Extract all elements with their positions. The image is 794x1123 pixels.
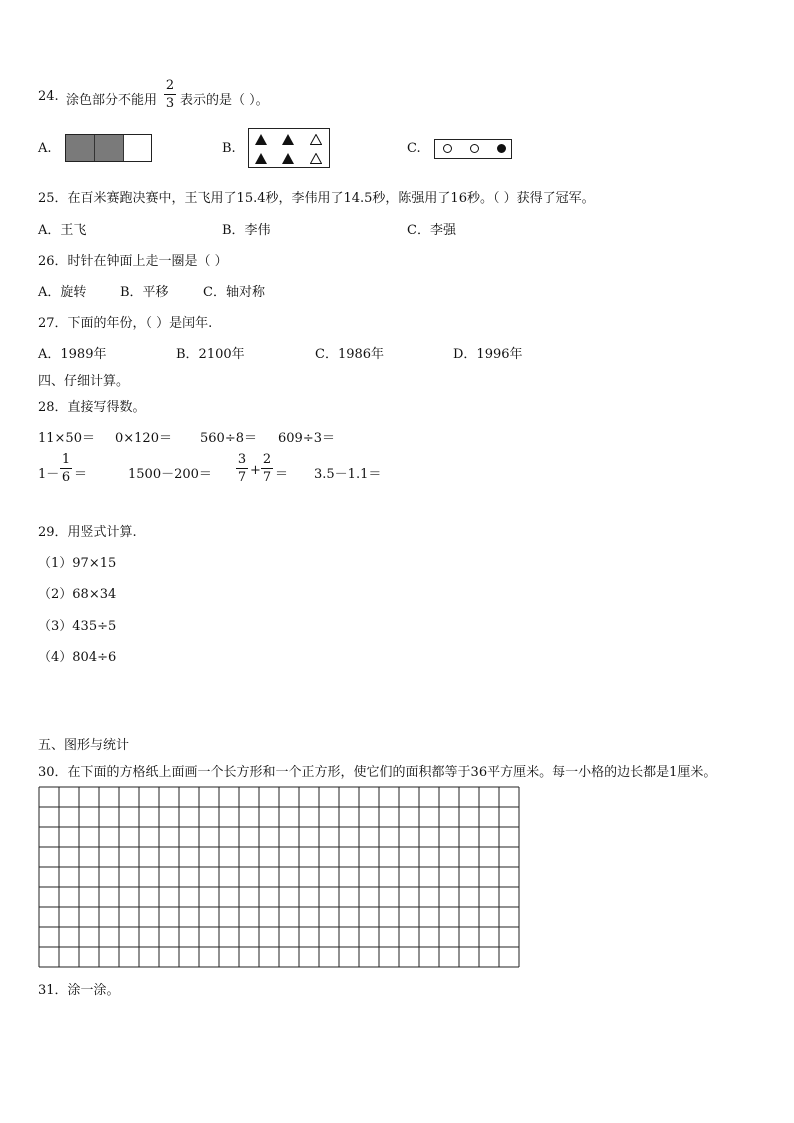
- filled-triangle-icon: [255, 134, 267, 145]
- bar-divider: [123, 135, 124, 161]
- fraction-denominator: 6: [61, 470, 71, 485]
- q27-text: 27．下面的年份，（ ）是闰年.: [38, 316, 213, 331]
- outline-triangle-icon: [310, 153, 322, 164]
- q29-item: （3）435÷5: [38, 619, 117, 634]
- fraction-bar: [261, 468, 273, 469]
- fraction-numerator: 2: [262, 452, 272, 467]
- q28-expr: 560÷8＝: [200, 431, 257, 446]
- bar-divider: [94, 135, 95, 161]
- section-four-heading: 四、仔细计算。: [38, 374, 130, 389]
- q26-option-a: A．旋转: [38, 285, 87, 300]
- q27-option-d: D．1996年: [453, 347, 523, 362]
- q24-option-c-label: C.: [407, 141, 421, 156]
- q28-expr2: 1500－200＝: [128, 467, 212, 482]
- outline-triangle-icon: [310, 134, 322, 145]
- q28-expr4: 3.5－1.1＝: [314, 467, 382, 482]
- fraction-numerator: 1: [61, 452, 71, 467]
- q25-option-a: A．王飞: [38, 223, 87, 238]
- q24-option-a-label: A.: [38, 141, 52, 156]
- q30-grid-paper[interactable]: [38, 786, 520, 968]
- q29-item: （2）68×34: [38, 587, 117, 602]
- q24-option-c-circles: [434, 139, 512, 159]
- fraction-bar: [164, 94, 176, 95]
- q26-option-b: B．平移: [120, 285, 169, 300]
- q29-item: （1）97×15: [38, 556, 117, 571]
- q28-expr3-suffix: ＝: [275, 467, 289, 482]
- fraction-numerator: 3: [237, 452, 247, 467]
- q24-fraction: [164, 79, 176, 110]
- filled-triangle-icon: [282, 134, 294, 145]
- q25-option-c: C．李强: [407, 223, 456, 238]
- q28-expr: 11×50＝: [38, 431, 95, 446]
- q28-expr: 0×120＝: [115, 431, 172, 446]
- fraction-bar: [60, 468, 72, 469]
- q24-option-a-shaded-bar: [65, 134, 152, 162]
- q24-fraction-numerator: 2: [165, 78, 175, 93]
- filled-circle-icon: [497, 144, 506, 153]
- q31-text: 31．涂一涂。: [38, 983, 120, 998]
- q24-option-b-label: B.: [222, 141, 236, 156]
- q27-option-c: C．1986年: [315, 347, 385, 362]
- outline-circle-icon: [470, 144, 479, 153]
- q28-expr3-fraction-a: [236, 453, 248, 484]
- q26-option-c: C．轴对称: [203, 285, 265, 300]
- fraction-denominator: 7: [262, 470, 272, 485]
- filled-triangle-icon: [255, 153, 267, 164]
- q26-text: 26．时针在钟面上走一圈是（ ）: [38, 254, 228, 269]
- filled-triangle-icon: [282, 153, 294, 164]
- fraction-denominator: 7: [237, 470, 247, 485]
- fraction-bar: [236, 468, 248, 469]
- q25-text: 25．在百米赛跑决赛中，王飞用了15.4秒，李伟用了14.5秒，陈强用了16秒。（ ）获得了冠军。: [38, 191, 595, 206]
- outline-circle-icon: [443, 144, 452, 153]
- q25-option-b: B．李伟: [222, 223, 271, 238]
- q28-expr1-prefix: 1－: [38, 467, 60, 482]
- q28-expr1-fraction: [60, 453, 72, 484]
- q29-item: （4）804÷6: [38, 650, 117, 665]
- q28-expr3-plus: +: [250, 463, 261, 478]
- q28-expr3-fraction-b: [261, 453, 273, 484]
- q29-text: 29．用竖式计算.: [38, 525, 137, 540]
- section-five-heading: 五、图形与统计: [38, 738, 130, 753]
- q28-expr1-suffix: ＝: [74, 467, 88, 482]
- q30-text: 30．在下面的方格纸上面画一个长方形和一个正方形，使它们的面积都等于36平方厘米。每一小格的边长都是1厘米。: [38, 765, 717, 780]
- q27-option-b: B．2100年: [176, 347, 245, 362]
- q24-fraction-denominator: 3: [165, 96, 175, 111]
- q28-expr: 609÷3＝: [278, 431, 335, 446]
- shaded-portion: [66, 135, 124, 161]
- q24-option-b-triangles: [248, 128, 330, 168]
- q24-text-before: 涂色部分不能用: [66, 93, 158, 108]
- q24-number: 24.: [38, 89, 59, 104]
- q28-text: 28．直接写得数。: [38, 400, 146, 415]
- q24-text-after: 表示的是（ ）。: [180, 93, 269, 108]
- q27-option-a: A．1989年: [38, 347, 107, 362]
